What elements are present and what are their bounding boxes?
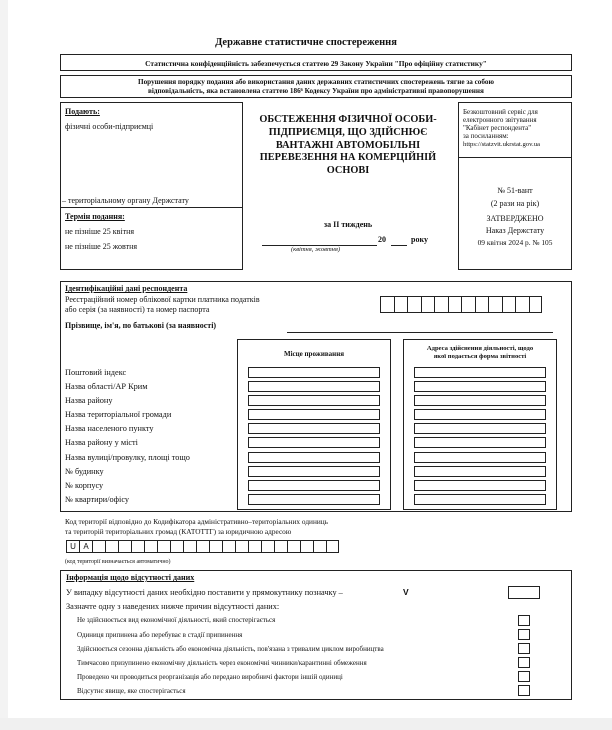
activity-address-field[interactable] [414, 437, 546, 448]
violation-text-line1: Порушення порядку подання або використання даних державних статистичних спостережень тягне за собою [138, 78, 494, 86]
address-row-label: № будинку [65, 467, 104, 476]
katottg-cells [66, 540, 346, 554]
katottg-cell [144, 540, 157, 553]
katottg-cell [313, 540, 326, 553]
activity-address-field[interactable] [414, 395, 546, 406]
address-row-label: Назва населеного пункту [65, 424, 154, 433]
katottg-cell: U [66, 540, 79, 553]
activity-address-field[interactable] [414, 494, 546, 505]
activity-column-header-line2: якої подається форма звітності [433, 353, 527, 360]
sheet-bottom-edge [0, 718, 612, 730]
form-date: 09 квітня 2024 р. № 105 [477, 238, 553, 247]
residence-field[interactable] [248, 452, 380, 463]
absence-reason: Здійснюється сезонна діяльність або економічна діяльність, пов'язана з тривалим циклом виробництва [77, 645, 384, 653]
absence-reason: Не здійснюється вид економічної діяльності, який спостерігається [77, 616, 276, 624]
katottg-cell [222, 540, 235, 553]
residence-field[interactable] [248, 409, 380, 420]
katottg-cell [248, 540, 261, 553]
tax-number-label-line2: або серія (за наявності) та номер паспорта [65, 305, 210, 314]
tax-number-cell[interactable] [394, 296, 408, 313]
katottg-label-line2: та територій територіальних громад (КАТОТТГ) за юридичною адресою [65, 527, 292, 536]
absence-reason: Тимчасово призупинено економічну діяльність через економічні чинники/карантинні обмеження [77, 659, 367, 667]
service-box [458, 102, 572, 158]
service-line1: Безкоштовний сервіс для [463, 108, 538, 116]
residence-field[interactable] [248, 381, 380, 392]
katottg-cell [118, 540, 131, 553]
katottg-cell [157, 540, 170, 553]
activity-address-field[interactable] [414, 409, 546, 420]
page-title: Державне статистичне спостереження [215, 37, 397, 48]
activity-address-field[interactable] [414, 452, 546, 463]
tax-number-cell[interactable] [475, 296, 489, 313]
address-row-label: Назва району у місті [65, 438, 138, 447]
absence-reason-checkbox[interactable] [518, 671, 530, 682]
submit-label: Подають: [65, 107, 100, 116]
absence-reason-checkbox[interactable] [518, 629, 530, 640]
submit-to: – територіальному органу Держстату [62, 196, 189, 205]
address-row-label: № корпусу [65, 481, 104, 490]
absence-instruction: У випадку відсутності даних необхідно поставити у прямокутнику позначку – [66, 588, 343, 597]
tax-number-label-line1: Реєстраційний номер облікової картки платника податків [65, 295, 260, 304]
residence-field[interactable] [248, 423, 380, 434]
service-link[interactable]: https://statzvit.ukrstat.gov.ua [463, 141, 541, 148]
absence-reason: Одиниця припинена або перебуває в стадії припинення [77, 631, 243, 639]
tax-number-cell[interactable] [421, 296, 435, 313]
katottg-cell [92, 540, 105, 553]
sheet-edge [0, 0, 8, 730]
residence-field[interactable] [248, 367, 380, 378]
katottg-cell [196, 540, 209, 553]
survey-title: ОБСТЕЖЕННЯ ФІЗИЧНОЇ ОСОБИ-ПІДПРИЄМЦЯ, ЩО ЗДІЙСНЮЄ ВАНТАЖНІ АВТОМОБІЛЬНІ ПЕРЕВЕЗЕННЯ НА КОМЕРЦІЙНІЙ ОСНОВІ [259, 114, 437, 177]
address-row-label: Назва області/АР Крим [65, 382, 148, 391]
service-line2: електронного звітування [463, 116, 537, 124]
tax-number-cell[interactable] [502, 296, 516, 313]
tax-number-cell[interactable] [515, 296, 529, 313]
service-line3: "Кабінет респондента" [463, 124, 532, 132]
deadline-october: не пізніше 25 жовтня [65, 242, 138, 251]
absence-reason-checkbox[interactable] [518, 643, 530, 654]
activity-address-field[interactable] [414, 466, 546, 477]
deadline-april: не пізніше 25 квітня [65, 227, 135, 236]
absence-reason-checkbox[interactable] [518, 685, 530, 696]
absence-mark: V [403, 587, 409, 597]
address-row-label: Назва району [65, 396, 113, 405]
year-prefix: 20 [378, 235, 386, 244]
activity-address-field[interactable] [414, 423, 546, 434]
katottg-cell [261, 540, 274, 553]
survey-period: за ІІ тиждень [323, 220, 373, 229]
tax-number-cell[interactable] [380, 296, 394, 313]
tax-number-cell[interactable] [529, 296, 543, 313]
address-row-label: Поштовий індекс [65, 368, 127, 377]
katottg-cell [183, 540, 196, 553]
absence-reason: Відсутнє явище, яке спостерігається [77, 687, 186, 695]
service-line4: за посиланням: [463, 132, 509, 140]
full-name-input-line[interactable] [287, 332, 553, 333]
residence-field[interactable] [248, 494, 380, 505]
month-hint: (квітня, жовтня) [291, 246, 341, 253]
katottg-cell [300, 540, 313, 553]
submit-who: фізичні особи-підприємці [65, 122, 154, 131]
katottg-cell [105, 540, 118, 553]
absence-title: Інформація щодо відсутності даних [66, 573, 195, 582]
violation-text-line2: відповідальність, яка встановлена статтею 186⁶ Кодексу України про адміністративні правопорушення [148, 87, 484, 95]
address-row-label: Назва вулиці/провулку, площі тощо [65, 453, 190, 462]
tax-number-cell[interactable] [434, 296, 448, 313]
tax-number-cell[interactable] [448, 296, 462, 313]
submitters-box [60, 102, 243, 208]
confidentiality-box [60, 54, 572, 71]
form-frequency: (2 рази на рік) [490, 199, 540, 208]
katottg-label-line1: Код території відповідно до Кодифікатора адміністративно–територіальних одиниць [65, 517, 329, 526]
full-name-label: Прізвище, ім'я, по батькові (за наявності) [65, 321, 217, 330]
form-info-box [458, 157, 572, 270]
form-order: Наказ Держстату [485, 226, 545, 235]
activity-address-field[interactable] [414, 480, 546, 491]
absence-reason-checkbox[interactable] [518, 615, 530, 626]
absence-reason: Проведено чи проводиться реорганізація або передано виробничі фактори іншій одиниці [77, 673, 343, 681]
address-row-label: Назва територіальної громади [65, 410, 172, 419]
katottg-cell: A [79, 540, 92, 553]
violation-box [60, 75, 572, 98]
katottg-cell [287, 540, 300, 553]
katottg-cell [209, 540, 222, 553]
residence-field[interactable] [248, 480, 380, 491]
survey-title-block [252, 114, 444, 224]
tax-number-cell[interactable] [488, 296, 502, 313]
confidentiality-text: Статистична конфіденційність забезпечується статтею 29 Закону України "Про офіційну статистику" [145, 59, 487, 68]
katottg-note: (код території визначається автоматично) [65, 559, 171, 565]
katottg-cell [170, 540, 183, 553]
katottg-cell [274, 540, 287, 553]
deadline-box [60, 207, 243, 270]
form-number: № 51-вант [497, 186, 533, 195]
absence-reason-checkbox[interactable] [518, 657, 530, 668]
katottg-cell [326, 540, 339, 553]
tax-number-cells[interactable] [380, 296, 570, 316]
tax-number-cell[interactable] [461, 296, 475, 313]
residence-column-header: Місце проживання [283, 350, 345, 358]
residence-field[interactable] [248, 437, 380, 448]
residence-field[interactable] [248, 395, 380, 406]
address-row-label: № квартири/офісу [65, 495, 130, 504]
katottg-cell [131, 540, 144, 553]
year-suffix: року [411, 235, 428, 244]
activity-address-field[interactable] [414, 367, 546, 378]
form-approved: ЗАТВЕРДЖЕНО [486, 214, 544, 223]
no-data-checkbox[interactable] [508, 586, 540, 599]
deadline-label: Термін подання: [65, 212, 125, 221]
tax-number-cell[interactable] [407, 296, 421, 313]
year-input-line[interactable] [391, 245, 407, 246]
absence-choose: Зазначте одну з наведених нижче причин відсутності даних: [66, 602, 280, 611]
activity-address-field[interactable] [414, 381, 546, 392]
identification-title: Ідентифікаційні дані респондента [65, 284, 188, 293]
residence-field[interactable] [248, 466, 380, 477]
katottg-cell [235, 540, 248, 553]
activity-column-header-line1: Адреса здійснення діяльності, щодо [426, 345, 534, 352]
